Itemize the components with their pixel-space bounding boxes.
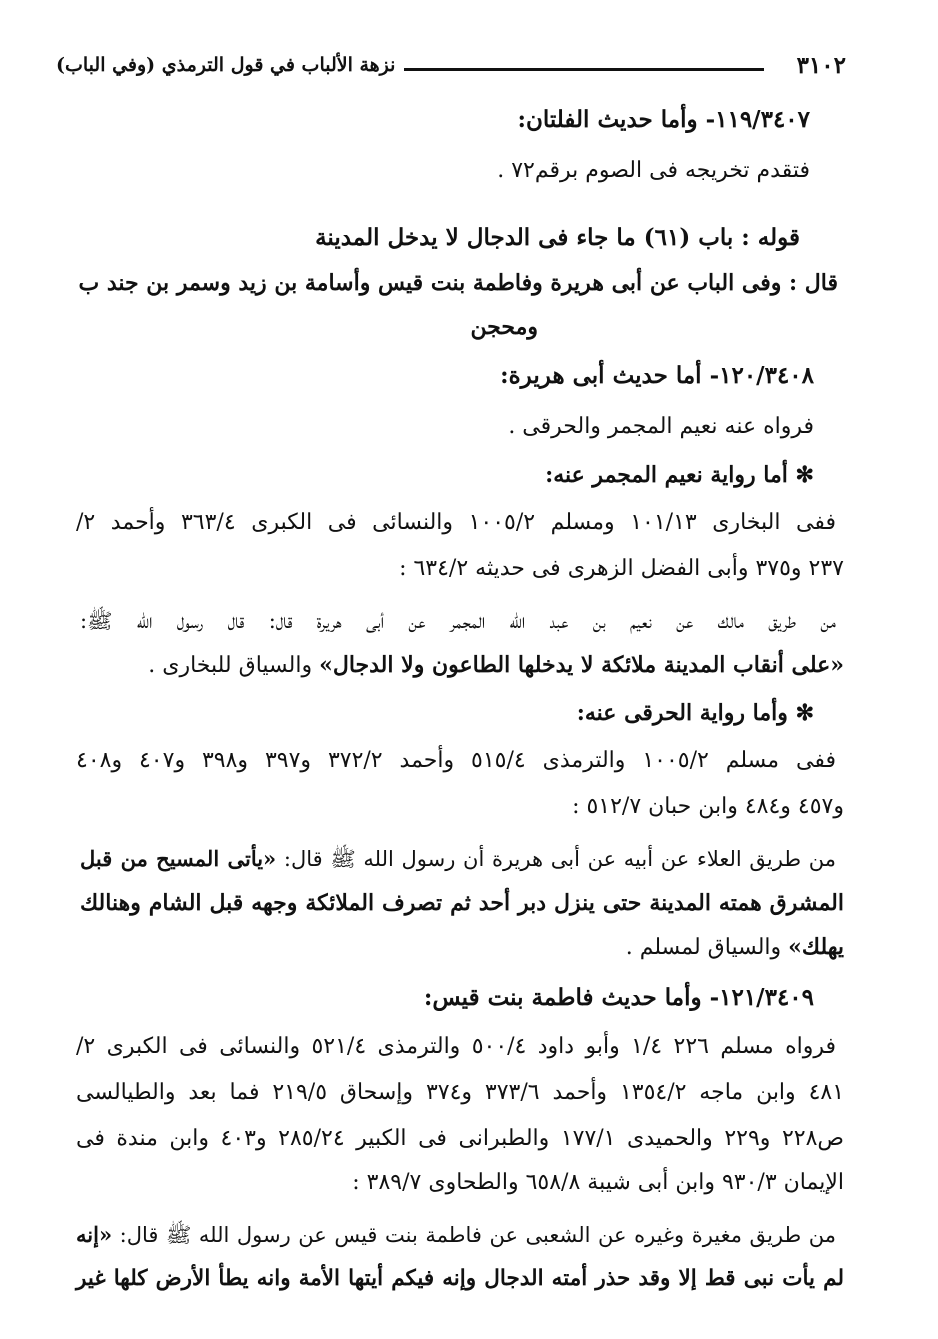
- section-heading-3409: ١٢١/٣٤٠٩- وأما حديث فاطمة بنت قيس:: [423, 984, 814, 1011]
- hadith-quote: «إنه: [76, 1222, 113, 1247]
- hadith-attribution: والسياق لمسلم .: [625, 935, 789, 960]
- hadith-chain: من طريق العلاء عن أبيه عن أبى هريرة أن رسول الله ﷺ قال:: [276, 847, 836, 871]
- header-rule: [404, 68, 764, 71]
- paragraph-line: قال : وفى الباب عن أبى هريرة وفاطمة بنت قيس وأسامة بن زيد وسمر بن جند ب: [78, 270, 838, 296]
- paragraph-line: لم يأت نبى قط إلا وقد حذر أمته الدجال وإنه فيكم أيتها الأمة وانه يطأ الأرض كلها غير: [76, 1266, 844, 1291]
- chapter-heading: قوله : باب (٦١) ما جاء فى الدجال لا يدخل المدينة: [315, 224, 800, 251]
- paragraph-line: فتقدم تخريجه فى الصوم برقم٧٢ .: [497, 158, 810, 183]
- paragraph-line: [76, 1222, 836, 1253]
- page-number: ٣١٠٢: [796, 52, 846, 79]
- paragraph-line: و٤٥٧ و٤٨٤ وابن حبان ٥١٢/٧ :: [572, 794, 844, 819]
- subheading: ✻ أما رواية نعيم المجمر عنه:: [545, 462, 814, 488]
- section-heading-3407: ١١٩/٣٤٠٧- وأما حديث الفلتان:: [517, 106, 810, 133]
- paragraph-line: ومحجن: [470, 314, 538, 340]
- paragraph-line: من طريق مالك عن نعيم بن عبد الله المجمر عن أبى هريرة قال: قال رسول الله ﷺ:: [80, 609, 836, 633]
- hadith-quote: يهلك»: [788, 934, 844, 960]
- paragraph-line: ففى البخارى ١٠١/١٣ ومسلم ١٠٠٥/٢ والنسائى فى الكبرى ٣٦٣/٤ وأحمد ٢/: [76, 510, 837, 535]
- paragraph-line: ٢٣٧ و٣٧٥ وأبى الفضل الزهرى فى حديثه ٦٣٤/٢ :: [399, 556, 844, 581]
- paragraph-line: ص٢٢٨ و٢٢٩ والحميدى ١٧٧/١ والطبرانى فى الكبير ٢٨٥/٢٤ و٤٠٣ وابن مندة فى: [76, 1126, 844, 1151]
- paragraph-line: الإيمان ٩٣٠/٣ وابن أبى شيبة ٦٥٨/٨ والطحاوى ٣٨٩/٧ :: [352, 1170, 844, 1195]
- hadith-attribution: والسياق للبخارى .: [148, 653, 320, 678]
- running-title: نزهة الألباب في قول الترمذي (وفي الباب): [56, 54, 396, 76]
- paragraph-line: فرواه مسلم ٢٢٦ ١/٤ وأبو داود ٥٠٠/٤ والترمذى ٥٢١/٤ والنسائى فى الكبرى ٢/: [76, 1034, 836, 1059]
- hadith-quote: «يأتى المسيح من قبل: [80, 846, 277, 871]
- subheading: ✻ وأما رواية الحرقى عنه:: [576, 700, 814, 726]
- paragraph-line: [148, 652, 844, 678]
- paragraph-line: المشرق همته المدينة حتى ينزل دبر أحد ثم تصرف الملائكة وجهه قبل الشام وهنالك: [80, 890, 844, 916]
- hadith-quote: «على أنقاب المدينة ملائكة لا يدخلها الطاعون ولا الدجال»: [319, 652, 844, 678]
- paragraph-line: ٤٨١ وابن ماجه ١٣٥٤/٢ وأحمد ٣٧٣/٦ و٣٧٤ وإسحاق ٢١٩/٥ فما بعد والطيالسى: [76, 1080, 845, 1105]
- page-header: [56, 50, 846, 90]
- paragraph-line: ففى مسلم ١٠٠٥/٢ والترمذى ٥١٥/٤ وأحمد ٣٧٢/٢ و٣٩٧ و٣٩٨ و٤٠٧ و٤٠٨: [76, 748, 836, 773]
- section-heading-3408: ١٢٠/٣٤٠٨- أما حديث أبى هريرة:: [500, 362, 814, 389]
- paragraph-line: [626, 934, 844, 960]
- hadith-chain: من طريق مغيرة وغيره عن الشعبى عن فاطمة بنت قيس عن رسول الله ﷺ قال:: [112, 1223, 836, 1247]
- paragraph-line: [80, 846, 836, 877]
- paragraph-line: فرواه عنه نعيم المجمر والحرقى .: [508, 414, 814, 439]
